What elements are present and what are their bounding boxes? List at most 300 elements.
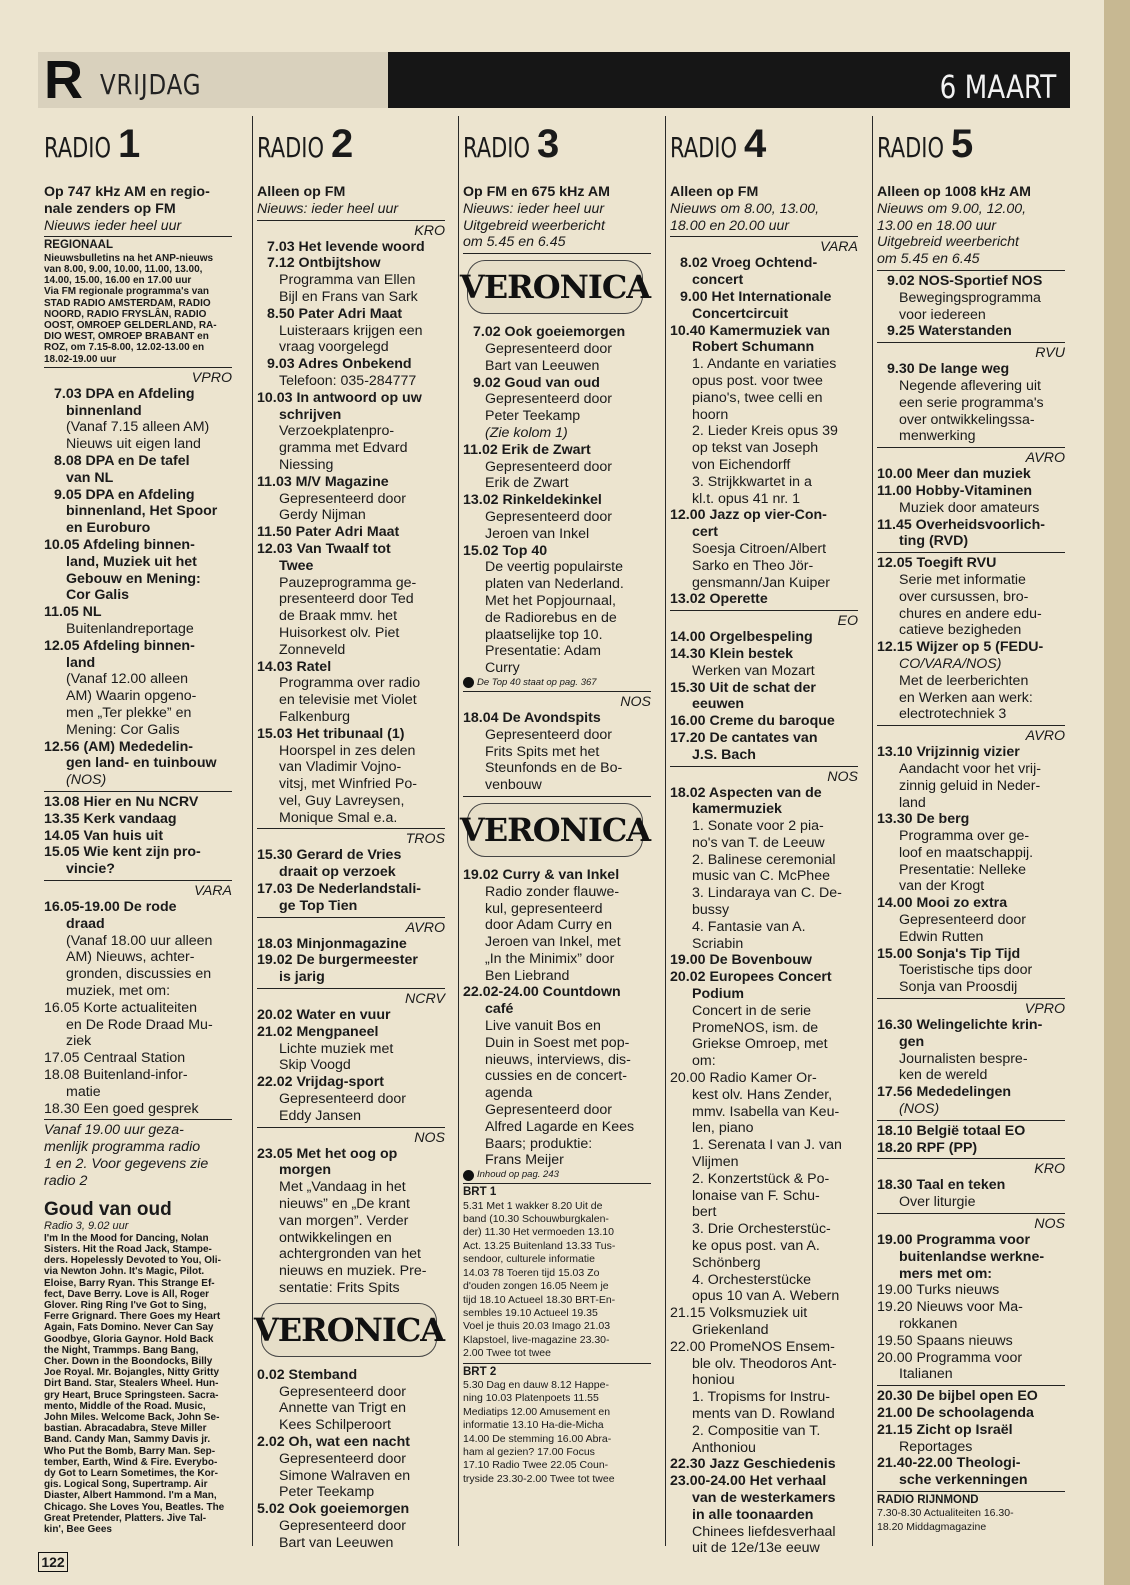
programme-description: Alfred Lagarde en Kees <box>485 1118 635 1135</box>
programme-description: van der Krogt <box>899 878 985 895</box>
programme-description: AM) Nieuws, achter- <box>66 949 195 966</box>
programme-item: 20.00 Programma voor <box>877 1349 1023 1366</box>
programme-item: 18.30 Een goed gesprek <box>44 1100 199 1117</box>
station-label: RADIO <box>44 131 112 164</box>
programme-title: draait op verzoek <box>279 864 396 881</box>
programme-description: Steunfonds en de Bo- <box>485 760 623 777</box>
fine-print: Chicago. She Loves You, Beatles. The <box>44 1501 225 1513</box>
programme-title: 16.30 Welingelichte krin- <box>877 1017 1043 1034</box>
programme-title: 10.00 Meer dan muziek <box>877 466 1031 483</box>
programme-title: 10.03 In antwoord op uw <box>257 389 422 406</box>
programme-title: 11.45 Overheidsvoorlich- <box>877 516 1045 533</box>
programme-title: 10.40 Kamermuziek van <box>670 322 831 339</box>
fine-print: mento, Middle of the Road. Music, <box>44 1400 206 1412</box>
programme-description: 1. Sonate voor 2 pia- <box>692 818 824 835</box>
programme-title: 18.03 Minjonmagazine <box>257 935 407 952</box>
fine-print: Klapstoel, live-magazine 23.30- <box>463 1333 610 1346</box>
fine-print: John Miles. Welcome Back, John Se- <box>44 1411 220 1423</box>
programme-title: Podium <box>692 986 745 1003</box>
divider <box>877 552 1065 553</box>
broadcaster-label: EO <box>837 613 858 630</box>
programme-description: Nieuws uit eigen land <box>66 436 201 453</box>
veronica-logo: VERONICA <box>467 803 643 857</box>
subsection-heading: REGIONAAL <box>44 239 113 252</box>
programme-description: Griekenland <box>692 1322 769 1338</box>
broadcaster-label: AVRO <box>1025 728 1065 745</box>
programme-description: plaatselijke top 10. <box>485 626 603 643</box>
programme-description: voor iedereen <box>899 306 986 323</box>
programme-description: venbouw <box>485 777 542 794</box>
station-label: RADIO <box>463 131 531 164</box>
fine-print: 7.30-8.30 Actualiteiten 16.30- <box>877 1507 1014 1520</box>
programme-title: concert <box>692 272 744 289</box>
fine-print: the Night, Trammps. Bang Bang, <box>44 1344 199 1356</box>
fine-print: Diaster, Albert Hammond. I'm a Man, <box>44 1490 217 1502</box>
programme-title: nale zenders op FM <box>44 200 176 217</box>
programme-item: 18.08 Buitenland-infor- <box>44 1066 188 1083</box>
programme-title: ting (RVD) <box>899 533 969 550</box>
programme-title: Gebouw en Mening: <box>66 570 201 587</box>
broadcaster-label: AVRO <box>1025 450 1065 467</box>
programme-title: 9.02 Goud van oud <box>473 374 600 391</box>
programme-title: buitenlandse werkne- <box>899 1248 1045 1265</box>
info-line: Nieuws ieder heel uur <box>44 217 182 234</box>
fine-print: 14.00 De stemming 16.00 Abra- <box>463 1432 612 1445</box>
column-radio-2 <box>252 116 445 1551</box>
page-header <box>38 52 1070 108</box>
programme-description: 2. Lieder Kreis opus 39 <box>692 423 838 440</box>
programme-description: Edwin Rutten <box>899 928 984 945</box>
programme-description: bert <box>692 1204 717 1221</box>
info-icon <box>463 677 474 688</box>
programme-description: Muziek door amateurs <box>899 499 1040 516</box>
programme-title: 15.30 Gerard de Vries <box>257 847 402 864</box>
programme-title: 20.30 De bijbel open EO <box>877 1388 1038 1405</box>
programme-description: 1. Serenata I van J. van <box>692 1137 842 1154</box>
programme-title: 17.03 De Nederlandstali- <box>257 881 422 898</box>
fine-print: gis. Logical Song, Supertramp. Air <box>44 1479 208 1491</box>
programme-description: Peter Teekamp <box>279 1484 375 1501</box>
note <box>463 677 651 689</box>
programme-title: 22.02 Vrijdag-sport <box>257 1074 384 1091</box>
programme-title: 9.00 Het Internationale <box>680 288 832 305</box>
programme-description: Gepresenteerd door <box>485 391 612 408</box>
fine-print: 17.10 Radio Twee 22.05 Coun- <box>463 1459 609 1472</box>
fine-print: Band. Candy Man, Sammy Davis jr. <box>44 1434 211 1446</box>
fine-print: 2.00 Twee tot twee <box>463 1347 551 1360</box>
divider <box>877 270 1065 271</box>
programme-description: „In the Minimix” door <box>485 950 615 967</box>
programme-description: een serie programma's <box>899 394 1044 411</box>
programme-title: 19.02 Curry & van Inkel <box>463 866 620 883</box>
programme-description: Bewegingsprogramma <box>899 289 1041 306</box>
programme-description: Mening: Cor Galis <box>66 721 180 738</box>
programme-description: Hoorspel in zes delen <box>279 742 416 759</box>
programme-item: 20.00 Radio Kamer Or- <box>670 1070 817 1087</box>
programme-description: lonaise van F. Schu- <box>692 1187 820 1204</box>
programme-description: matie <box>66 1083 101 1100</box>
station-number: 4 <box>744 122 767 166</box>
programme-title: mers met om: <box>899 1265 993 1282</box>
programme-title: 21.15 Zicht op Israël <box>877 1421 1013 1438</box>
programme-description: 3. Strijkkwartet in a <box>692 473 812 490</box>
fine-print: Who Put the Bomb, Barry Man. Sep- <box>44 1445 216 1457</box>
programme-description: land <box>899 794 926 811</box>
programme-description: Duin in Soest met pop- <box>485 1034 630 1051</box>
programme-description: Pauzeprogramma ge- <box>279 574 417 591</box>
programme-description: Concert in de serie <box>692 1002 812 1019</box>
broadcaster-label: VARA <box>820 239 858 256</box>
divider <box>877 1158 1065 1159</box>
programme-description: Jeroen van Inkel <box>485 525 590 542</box>
programme-title: 13.35 Kerk vandaag <box>44 810 177 827</box>
programme-title: 18.20 RPF (PP) <box>877 1139 978 1156</box>
programme-description: Gepresenteerd door <box>279 1517 406 1534</box>
veronica-logo: VERONICA <box>467 260 643 314</box>
divider <box>877 447 1065 448</box>
programme-description: Huisorkest olv. Piet <box>279 624 400 641</box>
info-line: 1 en 2. Voor gegevens zie <box>44 1155 209 1172</box>
programme-description: Skip Voogd <box>279 1057 351 1074</box>
programme-title: 18.10 België totaal EO <box>877 1122 1026 1139</box>
fine-print: sendoor, culturele informatie <box>463 1253 595 1266</box>
programme-description: Aandacht voor het vrij- <box>899 760 1041 777</box>
programme-title: gen <box>899 1033 925 1050</box>
programme-title: 18.04 De Avondspits <box>463 709 601 726</box>
programme-description: chures en andere edu- <box>899 605 1042 622</box>
programme-title: Cor Galis <box>66 587 130 604</box>
programme-description: 1. Tropisms for Instru- <box>692 1389 830 1406</box>
fine-print: DIO WEST, OMROEP BRABANT en <box>44 331 209 343</box>
programme-note: (NOS) <box>66 772 107 789</box>
page-edge <box>1104 0 1130 1585</box>
fine-print: gry Heart, Bruce Springsteen. Sacra- <box>44 1389 219 1401</box>
programme-title: ge Top Tien <box>279 897 358 914</box>
programme-description: gronden, discussies en <box>66 966 212 983</box>
fine-print: 14.00, 15.00, 16.00 en 17.00 uur <box>44 275 192 287</box>
programme-item: 21.15 Volksmuziek uit <box>670 1305 808 1322</box>
column-heading <box>463 122 651 184</box>
programme-description: Sarko en Theo Jör- <box>692 557 814 574</box>
programme-description: vitsj, met Winfried Po- <box>279 776 417 793</box>
programme-title: gen land- en tuinbouw <box>66 755 217 772</box>
programme-title: 16.00 Creme du baroque <box>670 713 835 730</box>
programme-description: nieuws” en „De krant <box>279 1196 410 1213</box>
programme-description: zinnig geluid in Neder- <box>899 777 1041 794</box>
fine-print: fect, Dave Berry. Love is All, Roger <box>44 1288 210 1300</box>
page-reference: De Top 40 staat op pag. 367 <box>477 676 597 688</box>
programme-description: Falkenburg <box>279 708 350 725</box>
programme-description: Chinees liefdesverhaal <box>692 1523 836 1540</box>
programme-description: nieuws en muziek. Pre- <box>279 1263 427 1280</box>
programme-title: 9.03 Adres Onbekend <box>267 356 412 373</box>
programme-description: (Vanaf 18.00 uur alleen <box>66 932 213 949</box>
broadcaster-label: KRO <box>414 222 445 239</box>
programme-title: 15.03 Het tribunaal (1) <box>257 725 405 742</box>
programme-title: cert <box>692 524 719 541</box>
column-heading <box>257 122 445 184</box>
programme-title: 9.05 DPA en Afdeling <box>54 486 195 503</box>
divider <box>463 691 651 692</box>
programme-title: 14.03 Ratel <box>257 658 332 675</box>
programme-title: 12.00 Jazz op vier-Con- <box>670 507 827 524</box>
broadcaster-label: NOS <box>1034 1216 1065 1233</box>
programme-description: (Vanaf 12.00 alleen <box>66 671 188 688</box>
section-letter: R <box>44 50 83 110</box>
programme-description: Niessing <box>279 456 334 473</box>
date-title: 6 MAART <box>939 68 1056 106</box>
divider <box>257 1127 445 1128</box>
programme-title: 15.30 Uit de schat der <box>670 679 816 696</box>
programme-description: agenda <box>485 1085 533 1102</box>
programme-description: Vlijmen <box>692 1154 739 1171</box>
programme-title: 13.02 Operette <box>670 591 768 608</box>
station-label: RADIO <box>257 131 325 164</box>
programme-description: 2. Balinese ceremonial <box>692 851 836 868</box>
fine-print: van 8.00, 9.00, 10.00, 11.00, 13.00, <box>44 264 203 275</box>
programme-description: Griekse Omroep, met <box>692 1036 828 1053</box>
fine-print: tember, Earth, Wind & Fire. Everybo- <box>44 1456 218 1468</box>
programme-description: PromeNOS, ism. de <box>692 1019 819 1036</box>
header-right-band <box>388 52 1070 108</box>
fine-print: 18.20 Middagmagazine <box>877 1520 987 1533</box>
programme-description: Zonneveld <box>279 641 346 658</box>
column-radio-1 <box>44 116 232 1546</box>
programme-title: 23.05 Met het oog op <box>257 1145 398 1162</box>
broadcaster-label: AVRO <box>405 919 445 936</box>
info-line: Nieuws: ieder heel uur <box>463 200 605 217</box>
divider <box>877 1213 1065 1214</box>
programme-title: 11.05 NL <box>44 604 102 621</box>
programme-title: Twee <box>279 557 314 574</box>
programme-description: Bart van Leeuwen <box>485 357 600 374</box>
divider <box>463 796 651 797</box>
fine-print: Joe Royal. Mr. Bojangles, Nitty Gritty <box>44 1367 220 1379</box>
divider <box>257 220 445 221</box>
programme-description: vraag voorgelegd <box>279 339 389 356</box>
column-radio-3 <box>458 116 651 1546</box>
weekday-title: VRIJDAG <box>100 68 202 101</box>
broadcaster-label: NOS <box>414 1129 445 1146</box>
programme-description: Gepresenteerd door <box>279 1091 406 1108</box>
fine-print: kin', Bee Gees <box>44 1523 112 1535</box>
programme-title: 12.05 Afdeling binnen- <box>44 637 195 654</box>
divider <box>257 917 445 918</box>
programme-item: 17.05 Centraal Station <box>44 1050 186 1067</box>
programme-title: 11.00 Hobby-Vitaminen <box>877 482 1033 499</box>
programme-title: Robert Schumann <box>692 339 815 356</box>
fine-print: NOORD, RADIO FRYSLÂN, RADIO <box>44 308 207 320</box>
programme-description: Live vanuit Bos en <box>485 1018 601 1035</box>
programme-title: 14.00 Mooi zo extra <box>877 895 1008 912</box>
station-number: 3 <box>537 122 560 166</box>
broadcaster-label: NCRV <box>405 991 445 1008</box>
programme-title: Concertcircuit <box>692 305 789 322</box>
programme-description: en Werken aan werk: <box>899 689 1033 706</box>
programme-description: von Eichendorff <box>692 456 791 473</box>
column-heading <box>670 122 858 184</box>
programme-description: music van C. McPhee <box>692 868 830 885</box>
programme-description: 2. Compositie van T. <box>692 1422 821 1439</box>
programme-description: opus 10 van A. Webern <box>692 1288 840 1305</box>
programme-description: achtergronden van het <box>279 1246 421 1263</box>
programme-description: honiou <box>692 1372 735 1389</box>
info-line: 13.00 en 18.00 uur <box>877 217 997 234</box>
info-line: menlijk programma radio <box>44 1139 201 1156</box>
programme-description: om: <box>692 1053 716 1070</box>
programme-description: Programma over ge- <box>899 828 1030 845</box>
programme-description: Eddy Jansen <box>279 1107 362 1124</box>
programme-description: Lichte muziek met <box>279 1040 394 1057</box>
programme-description: Journalisten bespre- <box>899 1050 1028 1067</box>
info-line: Uitgebreid weerbericht <box>877 234 1019 251</box>
programme-title: 18.02 Aspecten van de <box>670 784 822 801</box>
programme-title: 21.00 De schoolagenda <box>877 1405 1034 1421</box>
programme-description: Kees Schilperoort <box>279 1417 391 1434</box>
feature-heading: Goud van oud <box>44 1199 172 1221</box>
programme-title: 14.30 Klein bestek <box>670 645 794 662</box>
programme-title: binnenland, Het Spoor <box>66 503 218 520</box>
programme-title: 9.02 NOS-Sportief NOS <box>887 272 1043 289</box>
programme-description: Met het Popjournaal, <box>485 592 616 609</box>
programme-description: Met de leerberichten <box>899 672 1029 689</box>
programme-description: Peter Teekamp <box>485 408 581 425</box>
programme-description: en televisie met Violet <box>279 692 417 709</box>
divider <box>877 1385 1065 1386</box>
fine-print: Act. 13.25 Buitenland 13.33 Tus- <box>463 1239 616 1252</box>
programme-title: 11.50 Pater Adri Maat <box>257 524 400 541</box>
programme-title: 15.00 Sonja's Tip Tijd <box>877 945 1021 962</box>
fine-print: Via FM regionale programma's van <box>44 286 210 298</box>
divider <box>44 367 232 368</box>
programme-description: piano's, twee celli en <box>692 389 823 406</box>
programme-title: 18.30 Taal en teken <box>877 1177 1006 1194</box>
divider <box>877 1120 1065 1121</box>
fine-print: 5.30 Dag en dauw 8.12 Happe- <box>463 1378 609 1391</box>
programme-description: Gepresenteerd door <box>485 508 612 525</box>
programme-description: 1. Andante en variaties <box>692 356 837 373</box>
programme-description: De veertig populairste <box>485 559 624 576</box>
programme-description: en De Rode Draad Mu- <box>66 1016 213 1033</box>
programme-description: ke opus post. van A. <box>692 1238 820 1255</box>
broadcaster-label: VARA <box>194 882 232 899</box>
fine-print: Nieuwsbulletins na het ANP-nieuws <box>44 252 214 264</box>
fine-print: Voel je thuis 20.03 Imago 21.03 <box>463 1320 611 1333</box>
programme-description: Ben Liebrand <box>485 967 570 984</box>
info-line: Vanaf 19.00 uur geza- <box>44 1122 184 1139</box>
programme-description: Buitenlandreportage <box>66 620 194 637</box>
programme-description: Gepresenteerd door <box>279 1450 406 1467</box>
fine-print: 5.31 Met 1 wakker 8.20 Uit de <box>463 1199 603 1212</box>
fine-print: Again, Fats Domino. Never Can Say <box>44 1322 214 1334</box>
programme-description: Baars; produktie: <box>485 1135 593 1152</box>
programme-title: land <box>66 654 96 671</box>
fine-print: via Newton John. It's Magic, Pilot. <box>44 1266 205 1278</box>
programme-title: 10.05 Afdeling binnen- <box>44 537 195 553</box>
programme-description: van morgen”. Verder <box>279 1212 409 1229</box>
programme-description: Serie met informatie <box>899 571 1026 588</box>
programme-title: en Euroburo <box>66 520 151 537</box>
programme-description: Verzoekplatenpro- <box>279 423 395 440</box>
programme-description: nieuws, interviews, dis- <box>485 1051 631 1068</box>
programme-description: Frits Spits met het <box>485 743 600 760</box>
fine-print: Cher. Down in the Boondocks, Billy <box>44 1355 213 1367</box>
divider <box>877 725 1065 726</box>
programme-title: café <box>485 1001 514 1018</box>
fine-print: Goodbye, Gloria Gaynor. Hold Back <box>44 1333 214 1345</box>
programme-description: Programma over radio <box>279 675 421 692</box>
programme-description: Jeroen van Inkel, met <box>485 934 621 951</box>
divider <box>463 1183 651 1184</box>
programme-description: Luisteraars krijgen een <box>279 322 423 339</box>
divider <box>877 1491 1065 1492</box>
programme-description: ontwikkelingen en <box>279 1229 392 1246</box>
programme-title: 7.03 Het levende woord <box>267 238 425 255</box>
programme-description: door Adam Curry en <box>485 917 612 934</box>
programme-title: 23.00-24.00 Het verhaal <box>670 1473 827 1490</box>
programme-item: 19.00 Turks nieuws <box>877 1282 1000 1299</box>
programme-description: van Vladimir Vojno- <box>279 759 402 776</box>
programme-title: morgen <box>279 1162 332 1179</box>
programme-description: Gepresenteerd door <box>279 490 406 507</box>
programme-description: Werken van Mozart <box>692 662 815 679</box>
programme-description: platen van Nederland. <box>485 576 624 593</box>
fine-print: Sisters. Hit the Road Jack, Stampe- <box>44 1243 212 1255</box>
programme-item: 19.50 Spaans nieuws <box>877 1332 1013 1349</box>
programme-title: 15.05 Wie kent zijn pro- <box>44 844 201 861</box>
fine-print: I'm In the Mood for Dancing, Nolan <box>44 1232 209 1244</box>
fine-print: OOST, OMROEP GELDERLAND, RA- <box>44 320 217 332</box>
fine-print: bastian. Abracadabra, Steve Miller <box>44 1423 207 1435</box>
programme-description: Sonja van Proosdij <box>899 979 1018 996</box>
programme-title: 13.02 Rinkeldekinkel <box>463 492 602 509</box>
fine-print: d'ouden zongen 16.05 Neem je <box>463 1280 609 1293</box>
programme-description: uit de 12e/13e eeuw <box>692 1540 820 1557</box>
info-line: Uitgebreid weerbericht <box>463 217 605 234</box>
fine-print: Mediatips 12.00 Amusement en <box>463 1405 611 1418</box>
programme-title: kamermuziek <box>692 801 782 818</box>
programme-title: 9.30 De lange weg <box>887 361 1010 378</box>
programme-description: Presentatie: Nelleke <box>899 861 1026 878</box>
broadcaster-label: VPRO <box>1024 1001 1065 1018</box>
programme-title: 19.00 De Bovenbouw <box>670 952 812 969</box>
programme-description: bussy <box>692 902 730 919</box>
broadcaster-label: TROS <box>405 831 445 848</box>
divider <box>44 236 232 237</box>
station-number: 5 <box>951 122 974 166</box>
programme-description: gensmann/Jan Kuiper <box>692 574 831 591</box>
programme-title: 8.02 Vroeg Ochtend- <box>680 255 818 272</box>
veronica-logo: VERONICA <box>261 1303 437 1357</box>
programme-title: 13.08 Hier en Nu NCRV <box>44 793 199 810</box>
programme-title: 22.30 Jazz Geschiedenis <box>670 1456 836 1473</box>
programme-description: Toeristische tips door <box>899 962 1033 979</box>
programme-item: 22.00 PromeNOS Ensem- <box>670 1338 835 1355</box>
subsection-heading: BRT 2 <box>463 1365 497 1378</box>
fine-print: sembles 19.10 Actueel 19.35 <box>463 1306 598 1319</box>
programme-description: opus post. voor twee <box>692 372 823 389</box>
fine-print: Eloise, Barry Ryan. This Strange Ef- <box>44 1277 215 1289</box>
programme-description: Anthoniou <box>692 1439 756 1456</box>
programme-description: Monique Smal e.a. <box>279 809 398 826</box>
programme-title: 8.50 Pater Adri Maat <box>267 305 403 322</box>
programme-description: ken de wereld <box>899 1067 988 1084</box>
programme-title: 21.40-22.00 Theologi- <box>877 1455 1021 1472</box>
programme-description: no's van T. de Leeuw <box>692 834 825 851</box>
programme-title: 8.08 DPA en De tafel <box>54 453 190 470</box>
programme-title: schrijven <box>279 406 342 423</box>
programme-title: is jarig <box>279 969 325 986</box>
